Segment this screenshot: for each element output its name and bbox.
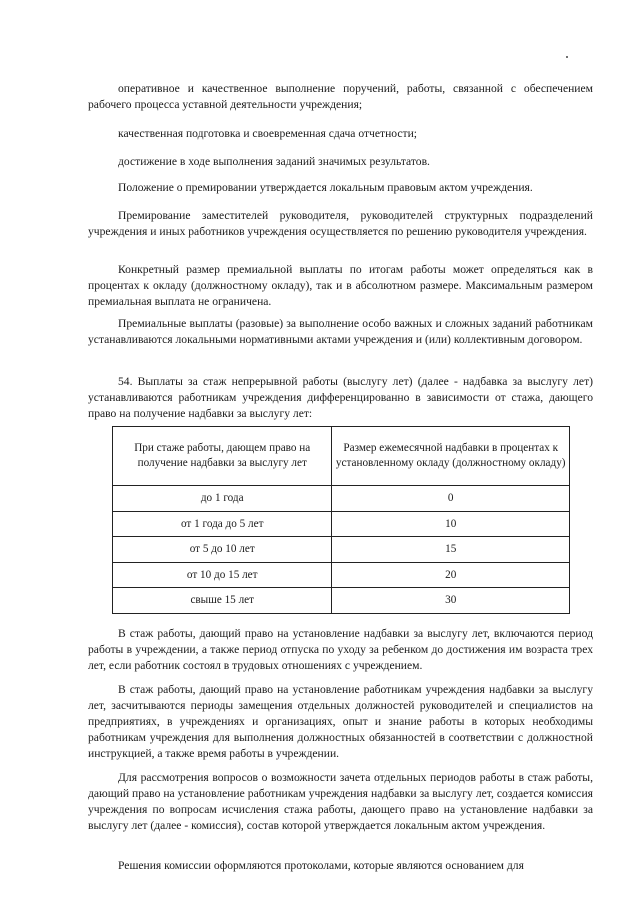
table-row [113, 537, 570, 563]
seniority-bonus-table [112, 426, 570, 614]
table-cell-percent: 10 [332, 511, 570, 537]
table-cell-seniority: от 10 до 15 лет [113, 562, 332, 588]
table-row [113, 486, 570, 512]
table-header-row [113, 427, 570, 486]
table-cell-seniority: до 1 года [113, 486, 332, 512]
paragraph-10: В стаж работы, дающий право на установление работникам учреждения надбавки за выслугу лет, засчитываются периоды замещения отдельных должностей руководителей и специалистов на предприятиях, в учреждениях и организациях, опыт и знание работы в которых необходимы работникам учреждения для выполнения должностных обязанностей в соответствии с должностной инструкцией, а также время работы в учреждении. [88, 683, 593, 760]
paragraph-3: достижение в ходе выполнения заданий значимых результатов. [118, 155, 430, 168]
table-header-seniority: При стаже работы, дающем право на получение надбавки за выслугу лет [113, 427, 332, 486]
table-cell-seniority: от 5 до 10 лет [113, 537, 332, 563]
paragraph-8: 54. Выплаты за стаж непрерывной работы (выслугу лет) (далее - надбавка за выслугу лет) устанавливаются работникам учреждения дифференцированно в зависимости от стажа, дающего право на получение надбавки за выслугу лет: [88, 375, 593, 420]
table-cell-percent: 30 [332, 588, 570, 614]
table-header-bonus-size: Размер ежемесячной надбавки в процентах к установленному окладу (должностному окладу) [332, 427, 570, 486]
scan-mark [566, 56, 568, 58]
paragraph-7: Премиальные выплаты (разовые) за выполнение особо важных и сложных заданий работникам устанавливаются локальными нормативными актами учреждения и (или) коллективным договором. [88, 317, 593, 346]
table-cell-seniority: свыше 15 лет [113, 588, 332, 614]
paragraph-11: Для рассмотрения вопросов о возможности зачета отдельных периодов работы в стаж работы, дающий право на установление работникам учреждения надбавки за выслугу лет, создается комиссия учреждения по вопросам исчисления стажа работы, дающего право на установление надбавки за выслугу лет (далее - комиссия), состав которой утверждается локальным актом учреждения. [88, 771, 593, 832]
table-row [113, 511, 570, 537]
table-row [113, 588, 570, 614]
table-cell-percent: 0 [332, 486, 570, 512]
paragraph-1: оперативное и качественное выполнение поручений, работы, связанной с обеспечением рабочего процесса уставной деятельности учреждения; [88, 82, 593, 111]
table-cell-percent: 20 [332, 562, 570, 588]
table-cell-percent: 15 [332, 537, 570, 563]
table-row [113, 562, 570, 588]
table-cell-seniority: от 1 года до 5 лет [113, 511, 332, 537]
paragraph-2: качественная подготовка и своевременная сдача отчетности; [118, 127, 418, 140]
paragraph-4: Положение о премировании утверждается локальным правовым актом учреждения. [118, 181, 533, 194]
paragraph-9: В стаж работы, дающий право на установление надбавки за выслугу лет, включаются период работы в учреждении, а также период отпуска по уходу за ребенком до достижения им возраста трех лет, если работник состоял в трудовых отношениях с учреждением. [88, 627, 593, 672]
paragraph-12: Решения комиссии оформляются протоколами, которые являются основанием для [118, 859, 524, 872]
paragraph-5: Премирование заместителей руководителя, руководителей структурных подразделений учреждения и иных работников учреждения осуществляется по решению руководителя учреждения. [88, 209, 593, 238]
paragraph-6: Конкретный размер премиальной выплаты по итогам работы может определяться как в процентах к окладу (должностному окладу), так и в абсолютном размере. Максимальным размером премиальная выплата не ограничена. [88, 263, 593, 308]
